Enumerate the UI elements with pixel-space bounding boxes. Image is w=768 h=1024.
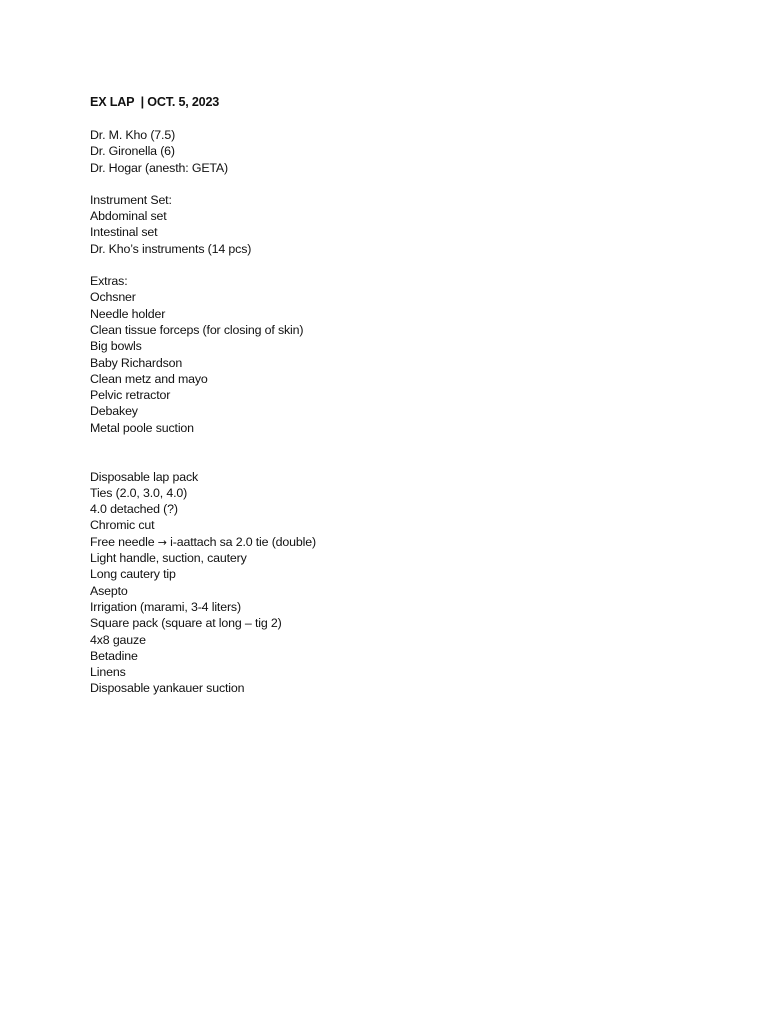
list-item: 4.0 detached (?) xyxy=(90,502,178,517)
list-item: Square pack (square at long – tig 2) xyxy=(90,616,282,631)
list-item: Needle holder xyxy=(90,306,166,321)
list-item: Ochsner xyxy=(90,290,136,305)
list-item: Light handle, suction, cautery xyxy=(90,551,247,566)
list-item: Dr. Kho’s instruments (14 pcs) xyxy=(90,241,252,256)
extras-section xyxy=(90,273,690,436)
instrument-set-section xyxy=(90,192,690,257)
staff-list xyxy=(90,127,690,176)
staff-item: Dr. Hogar (anesth: GETA) xyxy=(90,160,229,175)
free-needle-note: i-aattach sa 2.0 tie (double) xyxy=(170,534,316,549)
list-item: Asepto xyxy=(90,583,128,598)
list-item: Intestinal set xyxy=(90,225,158,240)
spacer xyxy=(90,257,690,273)
arrow-right-icon: → xyxy=(157,535,167,549)
staff-item: Dr. Gironella (6) xyxy=(90,144,175,159)
free-needle-item xyxy=(90,534,690,550)
list-item: Linens xyxy=(90,665,126,680)
free-needle-label: Free needle xyxy=(90,534,155,549)
instrument-set-heading: Instrument Set: xyxy=(90,192,172,207)
list-item: 4x8 gauze xyxy=(90,632,146,647)
list-item: Big bowls xyxy=(90,339,142,354)
list-item: Debakey xyxy=(90,404,138,419)
list-item: Ties (2.0, 3.0, 4.0) xyxy=(90,485,188,500)
list-item: Metal poole suction xyxy=(90,420,194,435)
spacer xyxy=(90,176,690,192)
list-item: Baby Richardson xyxy=(90,355,183,370)
list-item: Betadine xyxy=(90,648,138,663)
spacer xyxy=(90,436,690,469)
document-page xyxy=(90,94,690,697)
list-item: Disposable lap pack xyxy=(90,469,199,484)
list-item: Pelvic retractor xyxy=(90,388,171,403)
list-item: Clean tissue forceps (for closing of skin) xyxy=(90,322,304,337)
list-item: Clean metz and mayo xyxy=(90,371,208,386)
list-item: Disposable yankauer suction xyxy=(90,681,245,696)
document-title: EX LAP | OCT. 5, 2023 xyxy=(90,95,220,109)
list-item: Long cautery tip xyxy=(90,567,176,582)
disposables-section xyxy=(90,469,690,697)
list-item: Abdominal set xyxy=(90,209,167,224)
staff-item: Dr. M. Kho (7.5) xyxy=(90,128,176,142)
list-item: Chromic cut xyxy=(90,518,155,533)
extras-heading: Extras: xyxy=(90,274,128,289)
list-item: Irrigation (marami, 3-4 liters) xyxy=(90,599,241,614)
